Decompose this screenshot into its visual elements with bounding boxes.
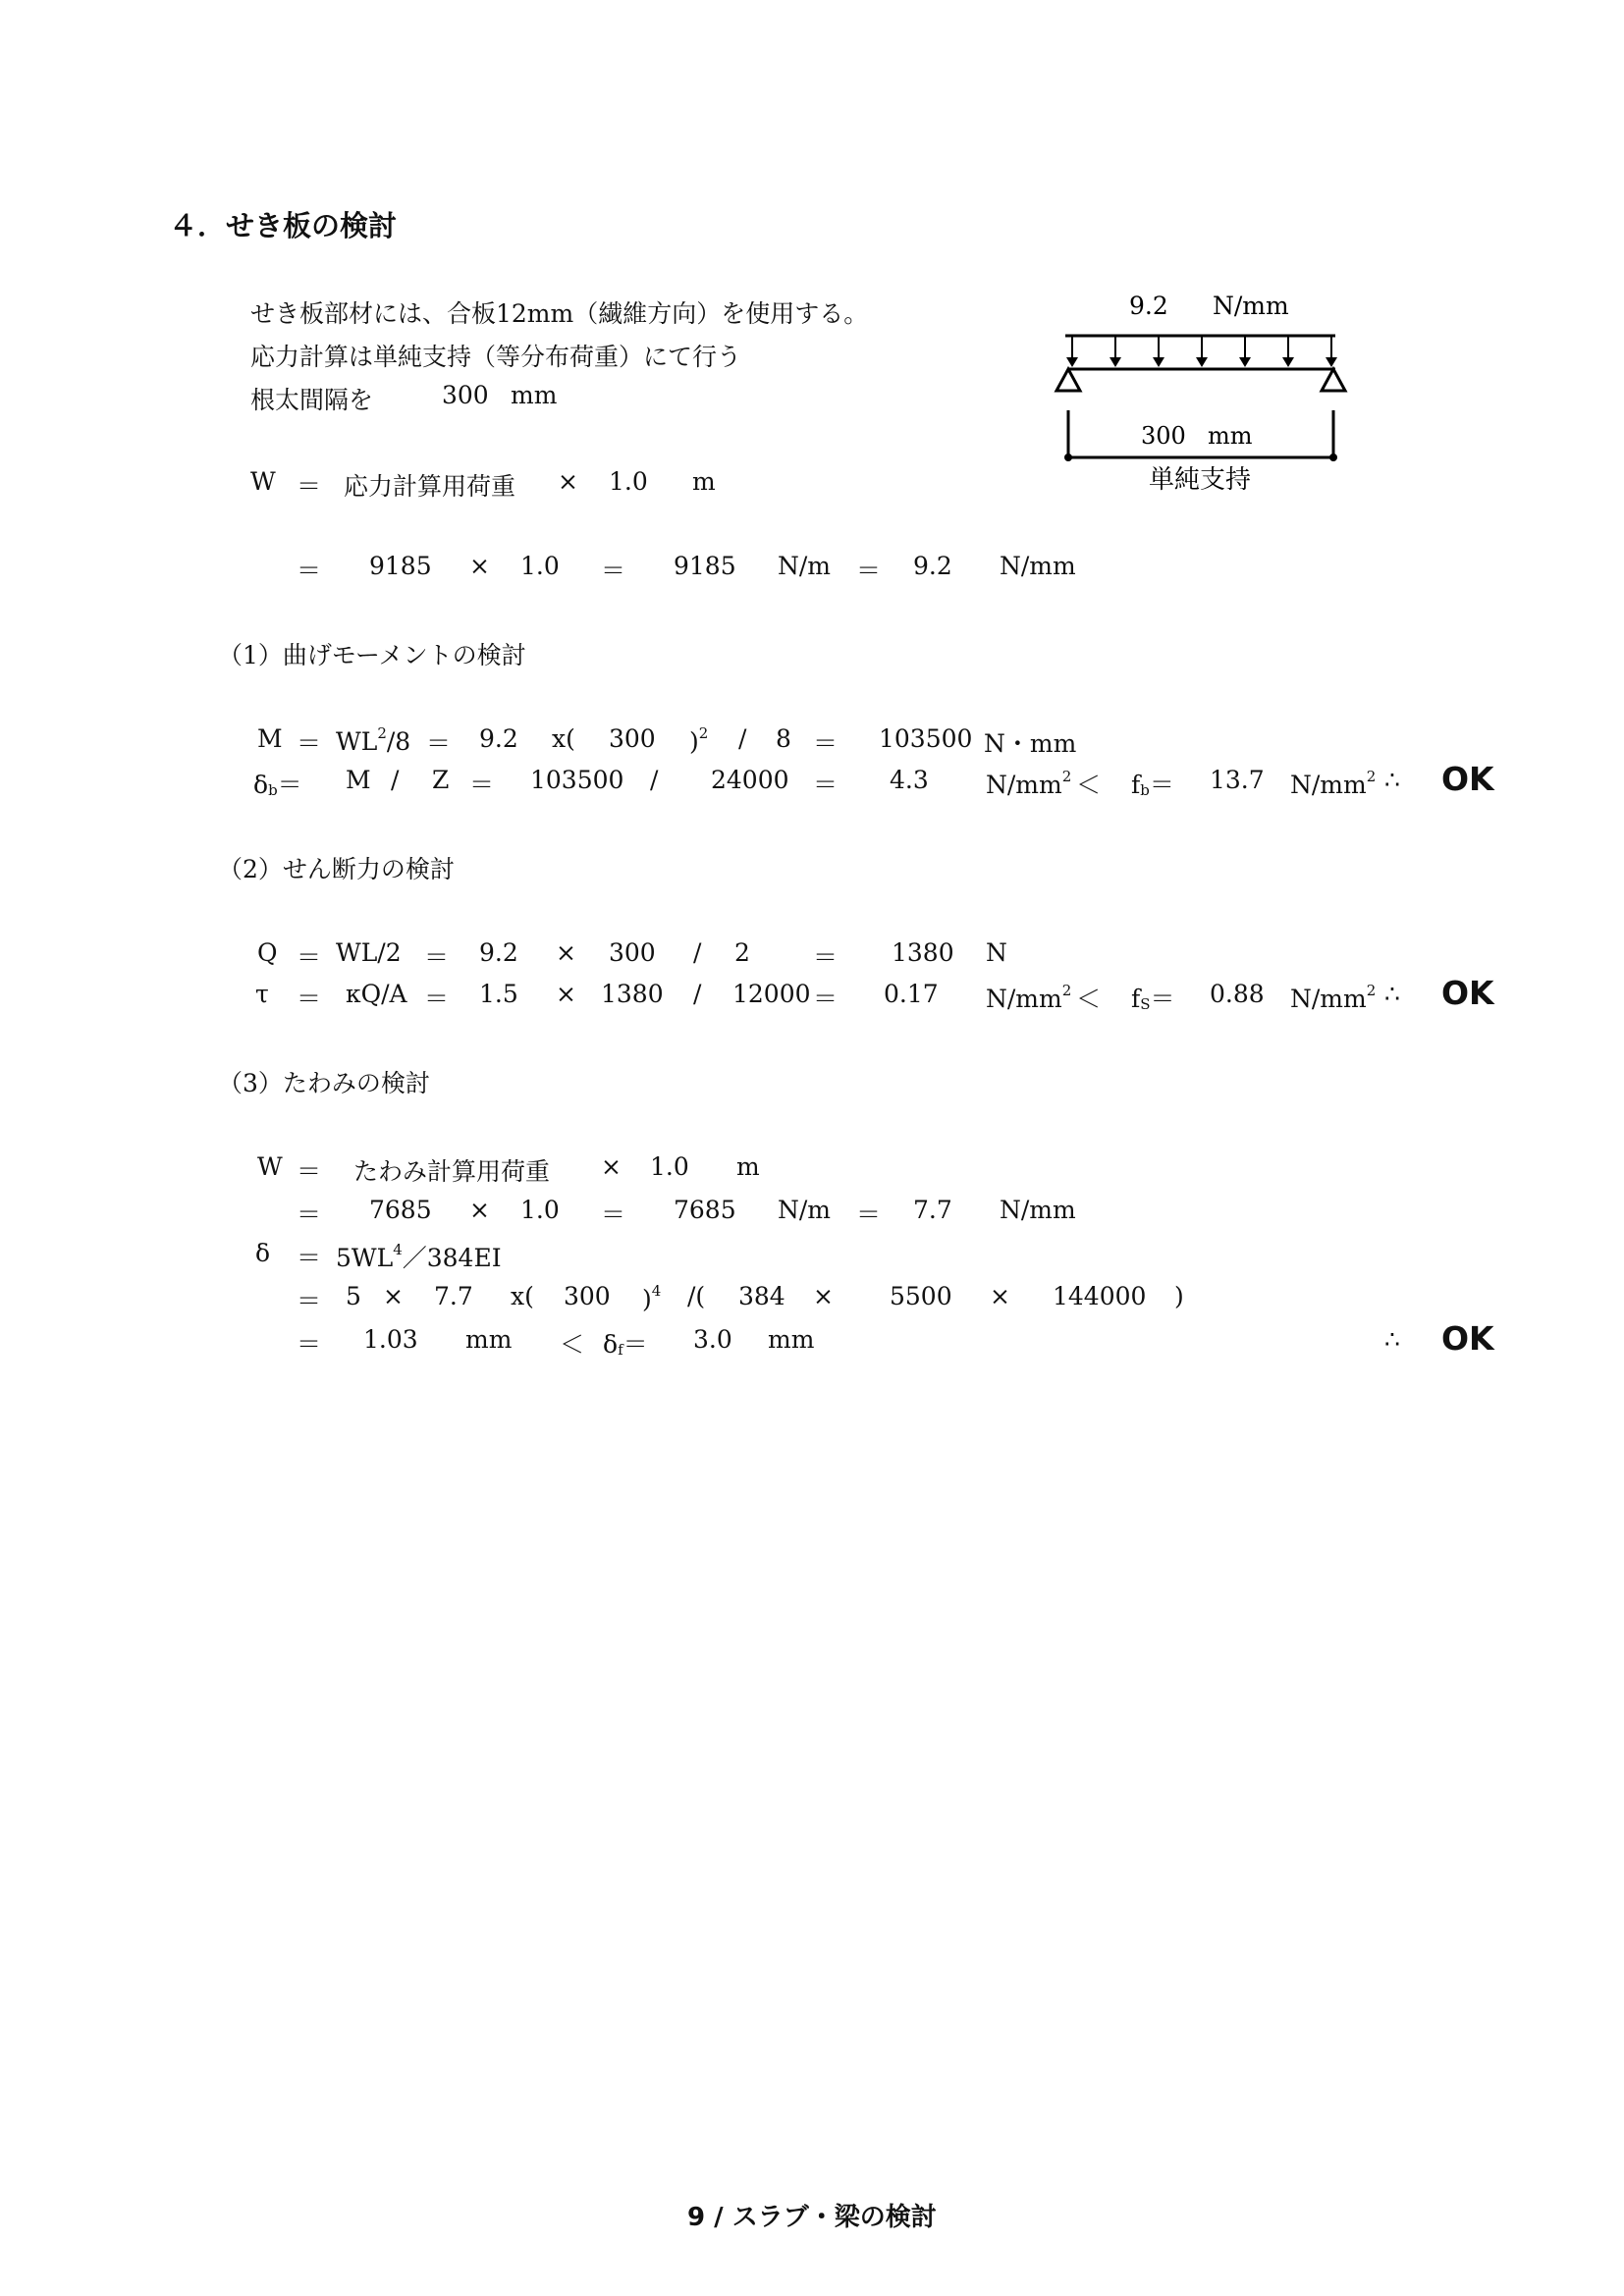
defl-d2-c: 384: [738, 1282, 785, 1310]
bending-stress-eq2: ＝: [469, 771, 495, 799]
defl-w2-eq2: ＝: [601, 1201, 626, 1229]
defl-d3-result: 1.03: [363, 1325, 418, 1354]
arrow-head: [1326, 357, 1337, 367]
defl-w2-c: 7685: [674, 1196, 736, 1224]
moment-x: x(: [552, 724, 575, 753]
defl-formula-base: 5WL: [336, 1244, 394, 1272]
load2-a: 9185: [369, 552, 432, 580]
defl-w2-op: ×: [469, 1196, 490, 1224]
shear-heading: （2）せん断力の検討: [218, 855, 455, 883]
defl-w2-d: 7.7: [913, 1196, 952, 1224]
arrow-head: [1153, 357, 1164, 367]
defl-d2-close: [642, 1282, 661, 1313]
defl-d1-formula: [336, 1239, 502, 1274]
defl-d2-w: 7.7: [434, 1282, 473, 1310]
shear-allow-unit: [1290, 982, 1376, 1013]
bending-stress-num: 103500: [530, 766, 624, 794]
moment-w: 9.2: [479, 724, 518, 753]
moment-sym: M: [257, 724, 283, 753]
defl-w2-eq: ＝: [297, 1201, 322, 1229]
right-support-icon: [1322, 369, 1345, 391]
shear-q-eq2: ＝: [424, 943, 450, 972]
defl-d3-lt: ＜: [560, 1330, 585, 1359]
shear-q-result: 1380: [892, 938, 954, 967]
bending-stress-sub: b: [268, 781, 278, 799]
shear-t-formula: κQ/A: [346, 980, 407, 1008]
defl-w-sym: W: [257, 1152, 283, 1181]
shear-t-eq2: ＝: [424, 985, 450, 1013]
shear-q-unit: N: [986, 938, 1007, 967]
bending-stress-eq: ＝: [277, 771, 302, 799]
deflection-ok: OK: [1441, 1319, 1494, 1358]
beam-diagram-svg: [1051, 285, 1365, 501]
load2-b: 1.0: [520, 552, 560, 580]
defl-w2-b: 1.0: [520, 1196, 560, 1224]
shear-allow-sym: [1131, 980, 1175, 1015]
defl-d2-x: x(: [511, 1282, 534, 1310]
defl-w2-unit1: N/m: [778, 1196, 832, 1224]
bending-stress-unit: [986, 768, 1071, 799]
shear-allow-f: f: [1131, 985, 1141, 1013]
shear-q-den: 2: [734, 938, 750, 967]
moment-formula-exp: 2: [377, 724, 387, 742]
shear-therefore: ∴: [1384, 980, 1400, 1008]
defl-d1-eq: ＝: [297, 1244, 322, 1272]
defl-d1-sym: δ: [255, 1239, 271, 1267]
load2-op: ×: [469, 552, 490, 580]
shear-q-formula: WL/2: [336, 938, 402, 967]
intro-line-3-label: 根太間隔を: [250, 386, 374, 414]
section-title: ４．せき板の検討: [169, 209, 398, 242]
shear-q-sym: Q: [257, 938, 278, 967]
defl-allow-unit: mm: [768, 1325, 815, 1354]
moment-exp: 2: [698, 724, 709, 742]
shear-t-result: 0.17: [884, 980, 939, 1008]
defl-d2-div: /(: [687, 1282, 706, 1310]
defl-d2-op3: ×: [990, 1282, 1010, 1310]
defl-w-unit: m: [736, 1152, 760, 1181]
load2-eq3: ＝: [856, 557, 882, 585]
load2-unit2: N/mm: [1000, 552, 1076, 580]
load2-c: 9185: [674, 552, 736, 580]
shear-q-eq3: ＝: [813, 943, 839, 972]
intro-line-2: 応力計算は単純支持（等分布荷重）にて行う: [250, 343, 742, 371]
defl-formula-tail: ／384EI: [402, 1244, 502, 1272]
beam-diagram: [1051, 285, 1365, 501]
moment-close-paren: ): [689, 727, 699, 756]
bending-allow-unit-base: N/mm: [1290, 771, 1367, 799]
joist-spacing-unit: mm: [511, 381, 558, 409]
defl-d2-op: ×: [383, 1282, 404, 1310]
section-modulus: 24000: [711, 766, 789, 794]
shear-allow-eq: ＝: [1150, 985, 1175, 1013]
shear-q-w: 9.2: [479, 938, 518, 967]
moment-l: 300: [609, 724, 656, 753]
defl-w-width: 1.0: [650, 1152, 689, 1181]
load-width-unit: m: [692, 467, 716, 496]
arrow-head: [1110, 357, 1121, 367]
bending-allow-eq: ＝: [1149, 771, 1174, 799]
load-width: 1.0: [609, 467, 648, 496]
load-eq: ＝: [297, 472, 322, 501]
defl-d2-close-paren: ): [642, 1285, 652, 1313]
shear-t-sym: τ: [255, 980, 269, 1008]
shear-q-op: ×: [556, 938, 576, 967]
load-sym: W: [250, 467, 276, 496]
moment-formula-base: WL: [336, 727, 378, 756]
arrow-head: [1282, 357, 1294, 367]
shear-t-eq: ＝: [297, 985, 322, 1013]
moment-eq2: ＝: [426, 729, 452, 758]
bending-stress-eq3: ＝: [813, 771, 839, 799]
shear-t-op: ×: [556, 980, 576, 1008]
span-dot-right: [1329, 454, 1337, 461]
arrow-head: [1196, 357, 1208, 367]
defl-allow-delta: δ: [603, 1330, 619, 1359]
page-footer: 9 / スラブ・梁の検討: [687, 2203, 937, 2232]
shear-ok: OK: [1441, 974, 1494, 1012]
load-arrows: [1066, 336, 1337, 367]
shear-q-l: 300: [609, 938, 656, 967]
deflection-heading: （3）たわみの検討: [218, 1069, 430, 1097]
diagram-span-unit: mm: [1208, 422, 1253, 450]
moment-unit: N・mm: [984, 729, 1077, 758]
shear-allow-value: 0.88: [1210, 980, 1265, 1008]
bending-stress-m: M: [346, 766, 371, 794]
moment-result: 103500: [879, 724, 973, 753]
shear-t-area: 12000: [732, 980, 811, 1008]
shear-t-q: 1380: [601, 980, 664, 1008]
span-dot-left: [1064, 454, 1072, 461]
shear-allow-unit-exp: 2: [1366, 982, 1377, 999]
shear-t-k: 1.5: [479, 980, 518, 1008]
bending-allow-sym: [1131, 766, 1174, 801]
defl-w-label: たわみ計算用荷重: [353, 1157, 551, 1186]
bending-stress-unit-base: N/mm: [986, 771, 1062, 799]
bending-stress-z: Z: [432, 766, 450, 794]
defl-w2-a: 7685: [369, 1196, 432, 1224]
defl-d3-unit: mm: [465, 1325, 513, 1354]
left-support-icon: [1056, 369, 1080, 391]
diagram-load-value: 9.2: [1129, 292, 1168, 320]
diagram-support-label: 単純支持: [1149, 465, 1252, 495]
moment-div: /: [738, 724, 747, 753]
shear-t-eq3: ＝: [813, 985, 839, 1013]
defl-therefore: ∴: [1384, 1325, 1400, 1354]
defl-allow-value: 3.0: [693, 1325, 732, 1354]
bending-ok: OK: [1441, 760, 1494, 798]
bending-lt: ＜: [1076, 771, 1102, 799]
shear-q-eq: ＝: [297, 943, 322, 972]
bending-stress-div2: /: [650, 766, 659, 794]
moment-formula-tail: /8: [386, 727, 411, 756]
moment-den: 8: [776, 724, 791, 753]
young-modulus: 5500: [890, 1282, 952, 1310]
defl-w2-eq3: ＝: [856, 1201, 882, 1229]
shear-allow-sub: S: [1140, 995, 1151, 1013]
load-op: ×: [558, 467, 578, 496]
arrow-head: [1239, 357, 1251, 367]
load2-d: 9.2: [913, 552, 952, 580]
moment-formula: [336, 724, 410, 756]
shear-t-unit-base: N/mm: [986, 985, 1062, 1013]
defl-d2-close2: ): [1174, 1282, 1184, 1310]
shear-lt: ＜: [1076, 985, 1102, 1013]
moment-close: [689, 724, 708, 756]
joist-spacing-value: 300: [442, 381, 489, 409]
bending-stress-unit-exp: 2: [1061, 768, 1072, 785]
shear-t-unit: [986, 982, 1071, 1013]
bending-allow-f: f: [1131, 771, 1141, 799]
bending-allow-value: 13.7: [1210, 766, 1265, 794]
defl-w-op: ×: [601, 1152, 622, 1181]
defl-d2-eq: ＝: [297, 1287, 322, 1315]
moment-eq3: ＝: [813, 729, 839, 758]
diagram-load-unit: N/mm: [1213, 292, 1289, 320]
bending-therefore: ∴: [1384, 766, 1400, 794]
defl-w2-unit2: N/mm: [1000, 1196, 1076, 1224]
defl-w-eq: ＝: [297, 1157, 322, 1186]
defl-d2-op2: ×: [813, 1282, 834, 1310]
bending-allow-unit-exp: 2: [1366, 768, 1377, 785]
bending-stress-div: /: [391, 766, 400, 794]
load2-eq: ＝: [297, 557, 322, 585]
shear-t-div: /: [693, 980, 702, 1008]
moment-eq: ＝: [297, 729, 322, 758]
defl-d2-five: 5: [346, 1282, 361, 1310]
load2-eq2: ＝: [601, 557, 626, 585]
defl-d2-l: 300: [564, 1282, 611, 1310]
load2-unit1: N/m: [778, 552, 832, 580]
bending-allow-sub: b: [1140, 781, 1150, 799]
defl-d2-exp: 4: [651, 1282, 662, 1300]
defl-allow-sym: [603, 1325, 648, 1361]
bending-allow-unit: [1290, 768, 1376, 799]
bending-heading: （1）曲げモーメントの検討: [218, 641, 526, 669]
defl-d3-eq: ＝: [297, 1330, 322, 1359]
shear-t-unit-exp: 2: [1061, 982, 1072, 999]
bending-stress-sym: [253, 766, 302, 801]
bending-stress-delta: δ: [253, 771, 269, 799]
shear-q-div: /: [693, 938, 702, 967]
shear-allow-unit-base: N/mm: [1290, 985, 1367, 1013]
moment-of-inertia: 144000: [1053, 1282, 1147, 1310]
intro-line-1: せき板部材には、合板12mm（繊維方向）を使用する。: [250, 299, 869, 328]
arrow-head: [1066, 357, 1078, 367]
bending-stress-result: 4.3: [890, 766, 929, 794]
defl-allow-eq: ＝: [623, 1330, 648, 1359]
diagram-span-value: 300: [1141, 422, 1186, 450]
defl-allow-sub: f: [618, 1341, 623, 1359]
defl-formula-exp: 4: [393, 1241, 403, 1258]
load-label: 応力計算用荷重: [344, 472, 516, 501]
